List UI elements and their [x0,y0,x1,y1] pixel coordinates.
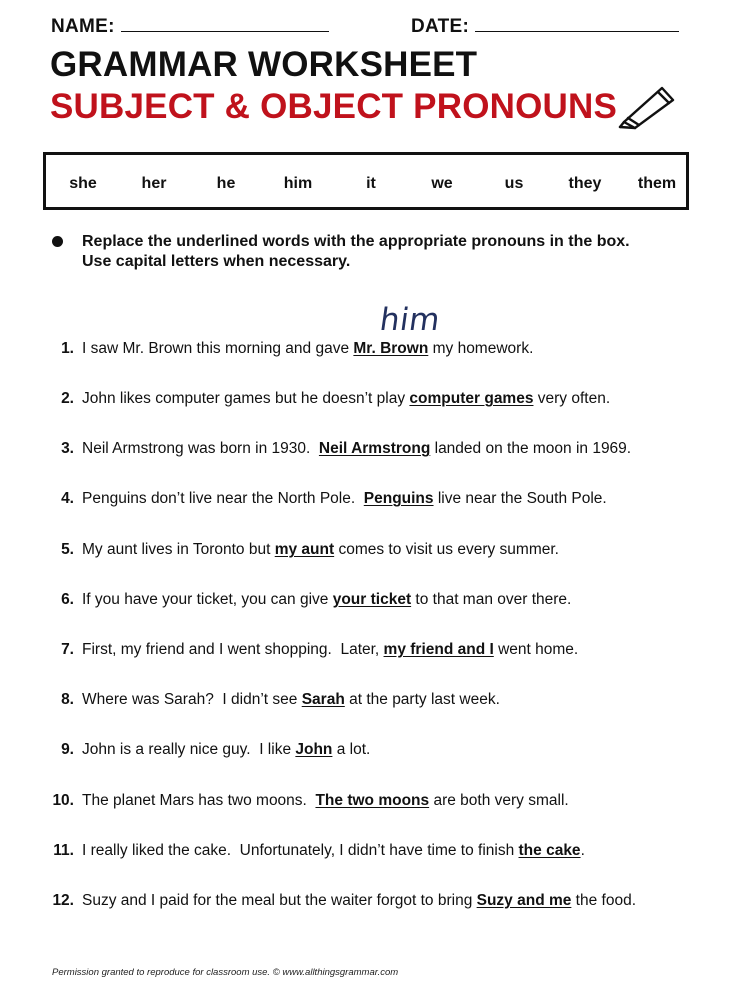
question-text-after: the food. [571,892,637,909]
underlined-phrase: John [295,741,333,758]
question-item [0,891,736,915]
pronoun-word: her [141,175,167,192]
question-text [82,640,578,660]
question-number: 8. [61,691,74,708]
question-text [82,841,585,861]
question-text-after: landed on the moon in 1969. [430,440,632,457]
question-number: 9. [61,741,74,758]
question-item [0,841,736,865]
question-number: 11. [53,842,74,859]
worksheet-title: GRAMMAR WORKSHEET [50,45,478,84]
question-text-after: . [580,842,585,859]
date-blank-line[interactable] [475,30,679,32]
question-item [0,489,736,513]
question-number: 1. [61,340,74,357]
question-item [0,740,736,764]
pronoun-word: they [568,175,602,192]
question-text [82,791,569,811]
underlined-phrase: Neil Armstrong [318,440,431,457]
question-item [0,540,736,564]
footer-permission: Permission granted to reproduce for classroom use. © www.allthingsgrammar.com [52,967,399,978]
question-item [0,590,736,614]
question-number: 2. [61,390,74,407]
question-text-before: First, my friend and I went shopping. Later, [82,641,384,658]
question-text-before: I saw Mr. Brown this morning and gave [82,340,354,357]
question-text-after: to that man over there. [411,591,572,608]
question-text-after: my homework. [428,340,534,357]
bullet-icon [52,236,63,247]
pronoun-word: them [637,175,677,192]
handwritten-answer: him [377,302,443,338]
question-text [82,590,571,610]
question-item [0,439,736,463]
underlined-phrase: my aunt [274,541,335,558]
question-number: 3. [61,440,74,457]
question-text-before: If you have your ticket, you can give [82,591,333,608]
question-text-before: The planet Mars has two moons. [82,792,316,809]
question-text-before: Where was Sarah? I didn’t see [82,691,302,708]
question-number: 12. [52,892,74,909]
question-item [0,339,736,363]
underlined-phrase: Mr. Brown [353,340,429,357]
underlined-phrase: Sarah [301,691,345,708]
question-item [0,791,736,815]
underlined-phrase: The two moons [315,792,430,809]
date-field[interactable] [411,16,679,38]
underlined-phrase: computer games [409,390,534,407]
question-text [82,339,533,359]
pronoun-word: it [366,175,376,192]
pronoun-word: us [504,175,524,192]
name-label: NAME: [51,16,115,37]
question-item [0,389,736,413]
pronoun-word: we [431,175,453,192]
question-text [82,389,610,409]
question-text-before: Penguins don’t live near the North Pole. [82,490,364,507]
name-field[interactable] [51,16,329,38]
underlined-phrase: Penguins [363,490,434,507]
question-text-before: Suzy and I paid for the meal but the waiter forgot to bring [82,892,477,909]
question-text-after: comes to visit us every summer. [334,541,559,558]
question-number: 6. [61,591,74,608]
underlined-phrase: the cake [518,842,581,859]
question-number: 4. [61,490,74,507]
question-text-after: very often. [533,390,611,407]
worksheet-subtitle: SUBJECT & OBJECT PRONOUNS [50,87,618,126]
underlined-phrase: your ticket [332,591,412,608]
question-text [82,690,500,710]
question-text-before: John likes computer games but he doesn’t play [82,390,410,407]
pencil-icon [618,82,678,130]
question-text [82,891,636,911]
question-number: 10. [52,792,74,809]
instruction-line-2: Use capital letters when necessary. [82,253,351,270]
question-text [82,489,607,509]
question-number: 5. [61,541,74,558]
question-item [0,690,736,714]
question-text-after: went home. [493,641,579,658]
question-text-before: I really liked the cake. Unfortunately, I didn’t have time to finish [82,842,519,859]
question-text [82,540,559,560]
question-text-before: John is a really nice guy. I like [82,741,296,758]
question-text [82,439,631,459]
question-text-before: Neil Armstrong was born in 1930. [82,440,319,457]
name-blank-line[interactable] [121,30,329,32]
pronoun-word-box [43,152,689,210]
question-text [82,740,370,760]
question-text-after: are both very small. [429,792,569,809]
question-item [0,640,736,664]
pronoun-word: him [283,175,313,192]
instruction-line-1: Replace the underlined words with the appropriate pronouns in the box. [82,233,630,250]
question-text-after: live near the South Pole. [433,490,607,507]
question-text-before: My aunt lives in Toronto but [82,541,275,558]
question-number: 7. [61,641,74,658]
question-text-after: at the party last week. [344,691,500,708]
pronoun-word: she [69,175,97,192]
question-text-after: a lot. [332,741,371,758]
underlined-phrase: Suzy and me [476,892,572,909]
pronoun-word: he [216,175,236,192]
instruction [52,232,692,272]
date-label: DATE: [411,16,470,37]
underlined-phrase: my friend and I [383,641,494,658]
